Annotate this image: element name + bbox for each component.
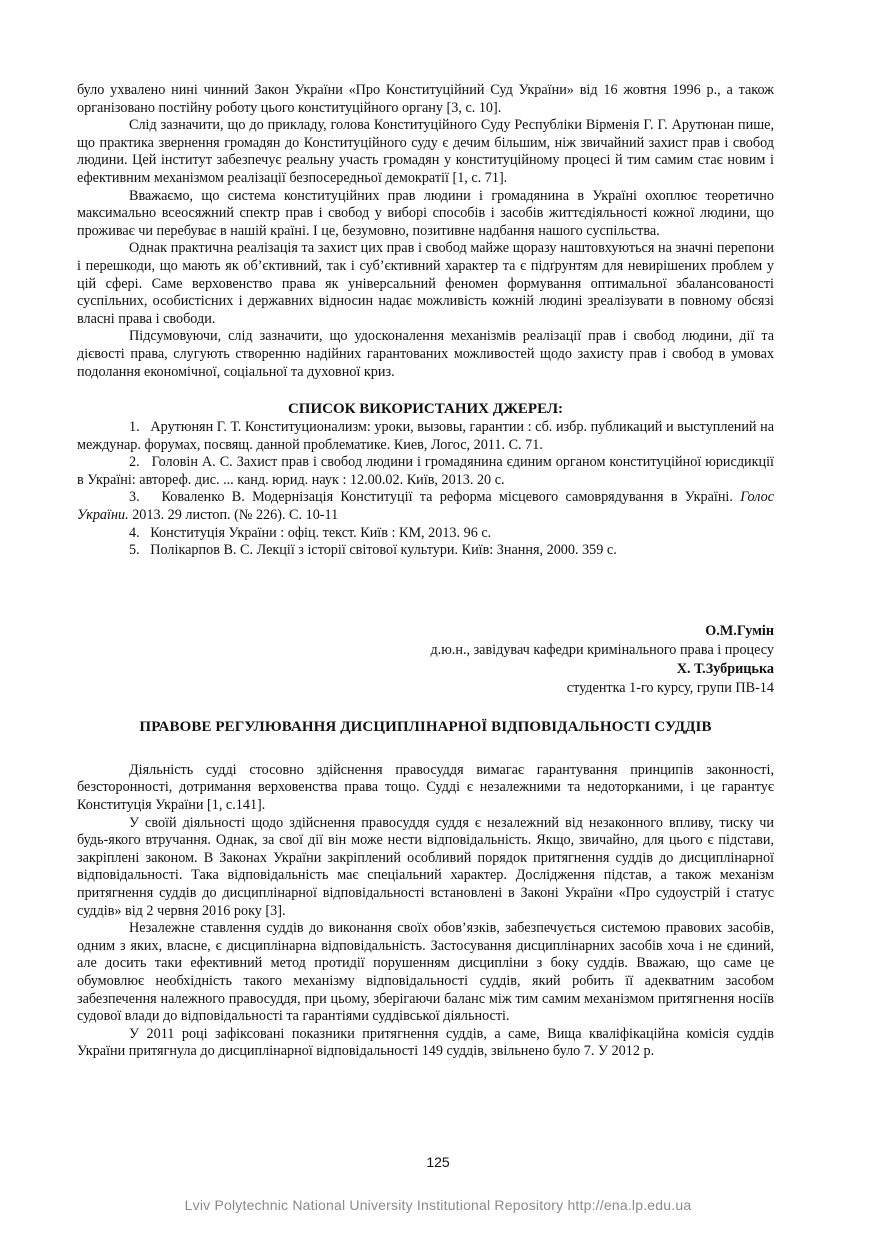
reference-item: 2. Головін А. С. Захист прав і свобод людини і громадянина єдиним органом конституційної юрисдикції в Україні: автореф. дис. ... канд. юрид. наук : 12.00.02. Київ, 2013. 20 с. [77,454,774,488]
page-content [77,82,774,1061]
author-affiliation-1: д.ю.н., завідувач кафедри кримінального права і процесу [430,641,774,658]
repository-footer: Lviv Polytechnic National University Institutional Repository http://ena.lp.edu.ua [184,1197,692,1213]
page-number: 125 [426,1154,450,1170]
author-block [77,622,774,698]
intro-paragraph-3: Вважаємо, що система конституційних прав людини і громадянина в Україні охоплює теоретично максимально всеосяжний спектр прав і свобод у виборі способів і засобів життєдіяльності кожної людини, що проживає чи перебуває в нашій країні. І це, безумовно, позитивне надбання нашого суспільства. [77,187,774,239]
article-paragraph-2: У своїй діяльності щодо здійснення правосуддя суддя є незалежний від незаконного впливу, тиску чи будь-якого втручання. Однак, за свої дії він може нести відповідальність. Якщо, звичайно, для цього є підстави, закріплені законом. В Законах України закріплений особливий порядок притягнення суддів до дисциплінарної відповідальності. Така відповідальність має спеціальний характер. Дослідження підстав, а також механізм притягнення суддів до дисциплінарної відповідальності встановлені в Законі України «Про судоустрій і статус суддів» від 2 червня 2016 року [3]. [77,814,774,919]
author-affiliation-2: студентка 1-го курсу, групи ПВ-14 [566,679,774,696]
reference-item: 4. Конституція України : офіц. текст. Київ : КМ, 2013. 96 с. [129,524,492,541]
author-name-1: О.М.Гумін [705,622,774,639]
intro-paragraph-2: Слід зазначити, що до прикладу, голова Конституційного Суду Республіки Вірменія Г. Г. Арутюнан пише, що практика звернення громадян до Конституційного суду є дечим більшим, ніж звичайний захист прав і свобод людини. Цей інститут забезпечує реальну участь громадян у конституційному процесі й тим самим стає новим і ефективним механізмом реалізації безпосередньої демократії [1, с. 71]. [77,117,774,186]
article-title: ПРАВОВЕ РЕГУЛЮВАННЯ ДИСЦИПЛІНАРНОЇ ВІДПОВІДАЛЬНОСТІ СУДДІВ [139,718,712,735]
article-paragraph-1: Діяльність судді стосовно здійснення правосуддя вимагає гарантування принципів законності, безсторонності, дотримання верховенства права тощо. Судді є незалежними та недоторканими, і це гарантує Конституція України [1, с.141]. [77,761,774,814]
article-paragraph-4: У 2011 році зафіксовані показники притягнення суддів, а саме, Вища кваліфікаційна комісія суддів України притягнула до дисциплінарної відповідальності 149 суддів, звільнено було 7. У 2012 р. [77,1025,774,1060]
reference-item: 3. Коваленко В. Модернізація Конституції та реформа місцевого самоврядування в Україні. Голос України. 2013. 29 листоп. (№ 226). С. 10-11 [77,489,775,524]
intro-paragraph-4: Однак практична реалізація та захист цих прав і свобод майже щоразу наштовхуються на значні перепони і перешкоди, що мають як об’єктивний, так і суб’єктивний характер та є підґрунтям для невирішених проблем у цій сфері. Саме верховенство права як універсальний феномен формування оптимальної збалансованості суспільних, особистісних і державних відносин надає можливість кожній людині зреалізувати в повному обсязі власні права і свободи. [77,240,774,327]
reference-item: 5. Полікарпов В. С. Лекції з історії світової культури. Київ: Знання, 2000. 359 с. [129,542,617,559]
reference-item: 1. Арутюнян Г. Т. Конституционализм: уроки, вызовы, гарантии : сб. избр. публикаций и выступлений на междунар. форумах, посвящ. данной проблематике. Киев, Логос, 2011. С. 71. [77,419,775,453]
article-paragraph-3: Незалежне ставлення суддів до виконання своїх обов’язків, забезпечується системою правових засобів, одним з яких, власне, є дисциплінарна відповідальність. Застосування дисциплінарних засобів хоча і не єдиний, але досить таки ефективний метод протидії порушенням дисципліни з боку суддів. Вважаю, що саме це обумовлює необхідність такого механізму відповідальності суддів, який робить її адекватним засобом забезпечення належного правосуддя, при цьому, зберігаючи баланс між тим самим механізмом притягнення носіїв судової влади до відповідальності та гарантіями суддівської діяльності. [77,920,774,1025]
references-title: СПИСОК ВИКОРИСТАНИХ ДЖЕРЕЛ: [287,401,564,418]
author-name-2: Х. Т.Зубрицька [676,660,774,677]
references-list [77,419,774,560]
intro-paragraph-1: було ухвалено нині чинний Закон України «Про Конституційний Суд України» від 16 жовтня 1996 р., а також організовано постійну роботу цього конституційного органу [3, с. 10]. [77,82,774,116]
intro-paragraph-5: Підсумовуючи, слід зазначити, що удосконалення механізмів реалізації прав і свобод людини, дії та дієвості права, слугують створенню надійних гарантованих можливостей щодо захисту прав і свобод в умовах подолання економічної, соціальної та духовної криз. [77,328,774,380]
